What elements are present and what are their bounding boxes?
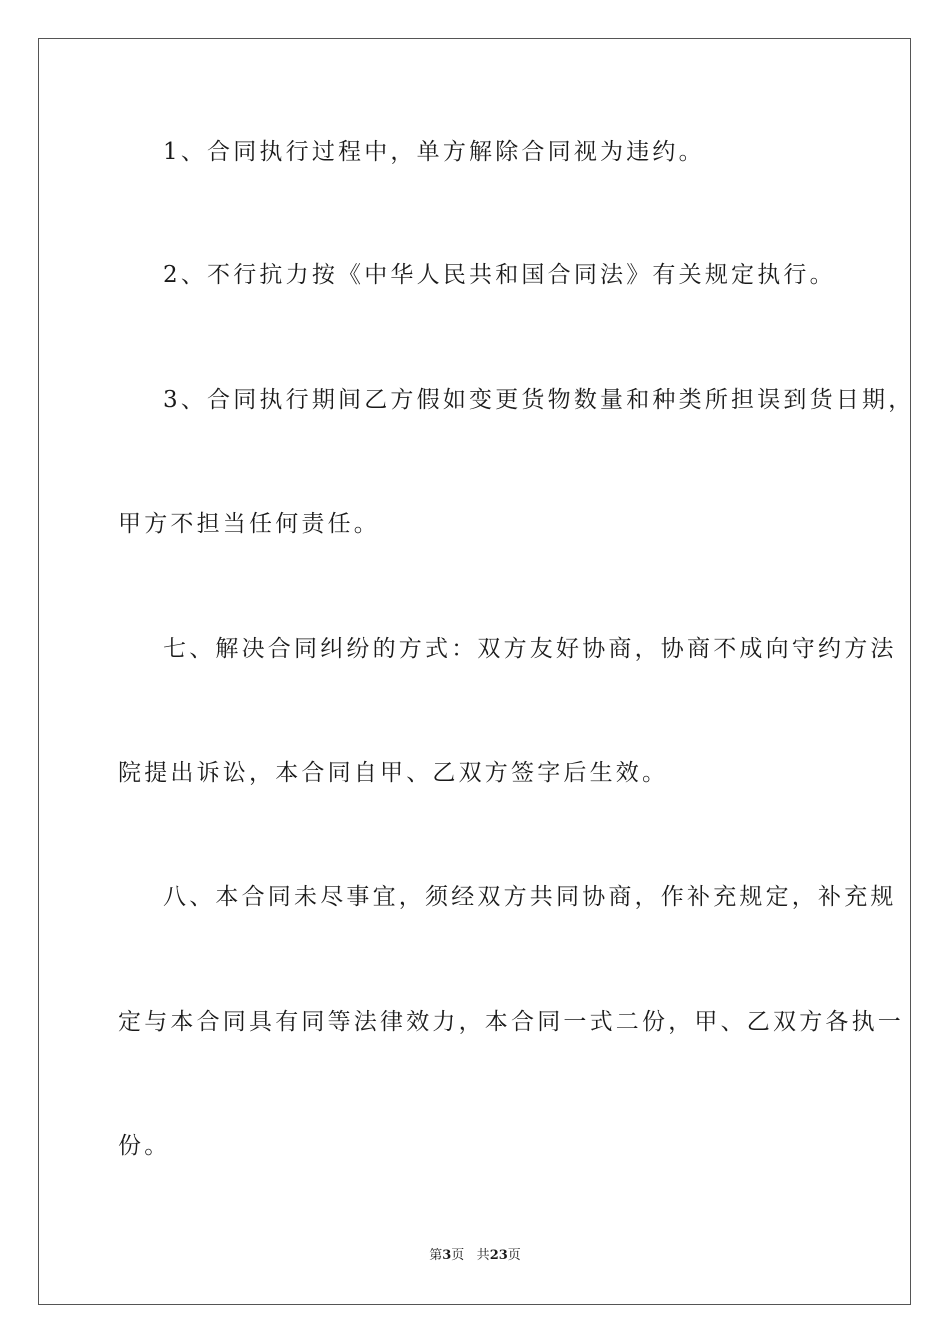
section-8-continuation-end: 份。 [118, 1133, 171, 1159]
page-border [38, 38, 915, 1305]
page-suffix: 页 [451, 1248, 465, 1263]
section-7-line: 七、解决合同纠纷的方式：双方友好协商，协商不成向守约方法 [163, 636, 897, 662]
clause-3-line: 3、合同执行期间乙方假如变更货物数量和种类所担误到货日期， [163, 387, 915, 413]
section-8-continuation: 定与本合同具有同等法律效力，本合同一式二份，甲、乙双方各执一 [118, 1009, 904, 1035]
clause-3-continuation: 甲方不担当任何责任。 [118, 511, 380, 537]
page-footer [0, 1247, 950, 1265]
page-number: 3 [442, 1248, 452, 1263]
page-prefix: 第 [429, 1248, 443, 1263]
clause-1-line: 1、合同执行过程中，单方解除合同视为违约。 [163, 139, 705, 165]
section-7-continuation: 院提出诉讼，本合同自甲、乙双方签字后生效。 [118, 760, 669, 786]
total-pages: 23 [489, 1248, 508, 1263]
clause-2-line: 2、不行抗力按《中华人民共和国合同法》有关规定执行。 [163, 262, 836, 288]
total-suffix: 页 [507, 1248, 521, 1263]
total-prefix: 共 [476, 1248, 490, 1263]
section-8-line: 八、本合同未尽事宜，须经双方共同协商，作补充规定，补充规 [163, 884, 897, 910]
